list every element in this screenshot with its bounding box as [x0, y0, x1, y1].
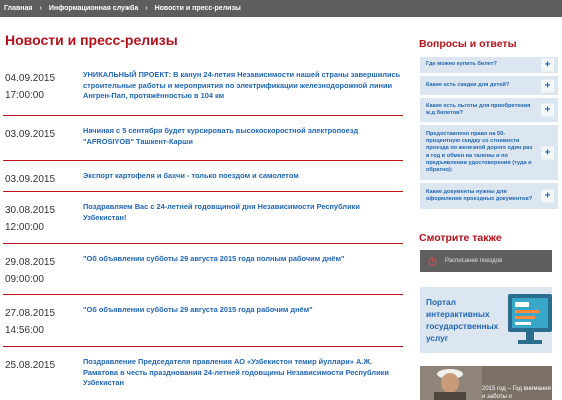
schedule-label: Расписание поездов	[445, 258, 503, 264]
qa-item[interactable]	[420, 183, 558, 209]
train-schedule-link[interactable]	[420, 250, 552, 272]
qa-question[interactable]: Предоставлено право на 50-процентную скидку со стоимости проезда по железной дороге один раз в год в обмен на талоны и по предъявлении удостоверения (туда и обратно):	[426, 130, 533, 173]
breadcrumb-info-service[interactable]: Информационная служба	[48, 5, 139, 12]
person-photo-icon	[420, 366, 482, 400]
qa-question[interactable]: Какие есть льготы для приобретения ж.д билетов?	[426, 102, 531, 116]
qa-item[interactable]	[420, 76, 558, 95]
news-title-link[interactable]: "Об объявлении субботы 29 августа 2015 года полным рабочим днём"	[83, 254, 345, 263]
monitor-icon	[506, 290, 552, 350]
qa-question[interactable]: Где можно купить билет?	[426, 61, 497, 68]
expand-plus-icon[interactable]: +	[541, 79, 554, 92]
news-item	[3, 116, 403, 161]
news-date: 04.09.2015 17:00:00	[5, 73, 56, 101]
breadcrumb-separator: ›	[145, 5, 148, 12]
breadcrumb-separator: ›	[39, 5, 42, 12]
qa-question[interactable]: Какие документы нужны для оформления проездных документов?	[426, 188, 533, 202]
qa-list	[420, 57, 558, 212]
news-title-link[interactable]: УНИКАЛЬНЫЙ ПРОЕКТ: В канун 24-летия Независимости нашей страны завершились строительные работы и мероприятия по электрификации железнодорожной линии Ангрен-Пап, протяжённостью в 104 км	[83, 70, 401, 101]
news-item	[3, 244, 403, 295]
see-also-title: Смотрите также	[419, 232, 502, 244]
promo-banner[interactable]	[420, 366, 552, 400]
promo-text: 2015 год – Год внимания и заботы о	[482, 386, 551, 400]
breadcrumb-home[interactable]: Главная	[4, 5, 33, 12]
gov-services-portal-banner[interactable]	[420, 287, 552, 353]
news-date: 27.08.2015 14:56:00	[5, 308, 56, 336]
expand-plus-icon[interactable]: +	[541, 104, 554, 117]
news-date: 03.09.2015	[5, 174, 56, 185]
news-date: 30.08.2015 12:00:00	[5, 205, 56, 233]
portal-text: Портал интерактивных государственных услуг	[426, 297, 499, 343]
qa-item[interactable]	[420, 98, 558, 122]
qa-question[interactable]: Какие есть скидки для детей?	[426, 81, 510, 88]
news-item	[3, 192, 403, 244]
expand-plus-icon[interactable]: +	[541, 190, 554, 203]
news-item	[3, 347, 403, 400]
news-title-link[interactable]: Поздравляем Вас с 24-летней годовщиной дня Независимости Республики Узбекистан!	[83, 202, 360, 222]
news-title-link[interactable]: Начиная с 5 сентября будет курсировать высокоскоростной электропоезд "AFROSIYOB" Ташкент-Карши	[83, 126, 359, 146]
news-title-link[interactable]: Поздравление Председателя правления АО «Узбекистон темир йуллари» А.Ж. Раматова в честь празднования 24-летней годовщины Независимости Республики Узбекистан	[83, 357, 389, 388]
qa-item[interactable]	[420, 57, 558, 73]
page-title: Новости и пресс-релизы	[5, 32, 178, 48]
news-title-link[interactable]: "Об объявлении субботы 29 августа 2015 года рабочим днём"	[83, 305, 313, 314]
qa-item[interactable]	[420, 125, 558, 180]
clock-icon	[428, 257, 437, 266]
expand-plus-icon[interactable]: +	[541, 59, 554, 72]
news-date: 03.09.2015	[5, 129, 56, 140]
breadcrumb-current: Новости и пресс-релизы	[154, 5, 241, 12]
news-title-link[interactable]: Экспорт картофеля и бахчи - только поездом и самолетом	[83, 171, 299, 180]
news-item	[3, 295, 403, 347]
news-date: 29.08.2015 09:00:00	[5, 257, 56, 285]
news-list	[3, 60, 403, 400]
news-item	[3, 161, 403, 192]
news-date: 25.08.2015	[5, 360, 56, 371]
news-item	[3, 60, 403, 116]
breadcrumb	[0, 0, 562, 17]
expand-plus-icon[interactable]: +	[541, 146, 554, 159]
qa-title: Вопросы и ответы	[419, 38, 517, 50]
